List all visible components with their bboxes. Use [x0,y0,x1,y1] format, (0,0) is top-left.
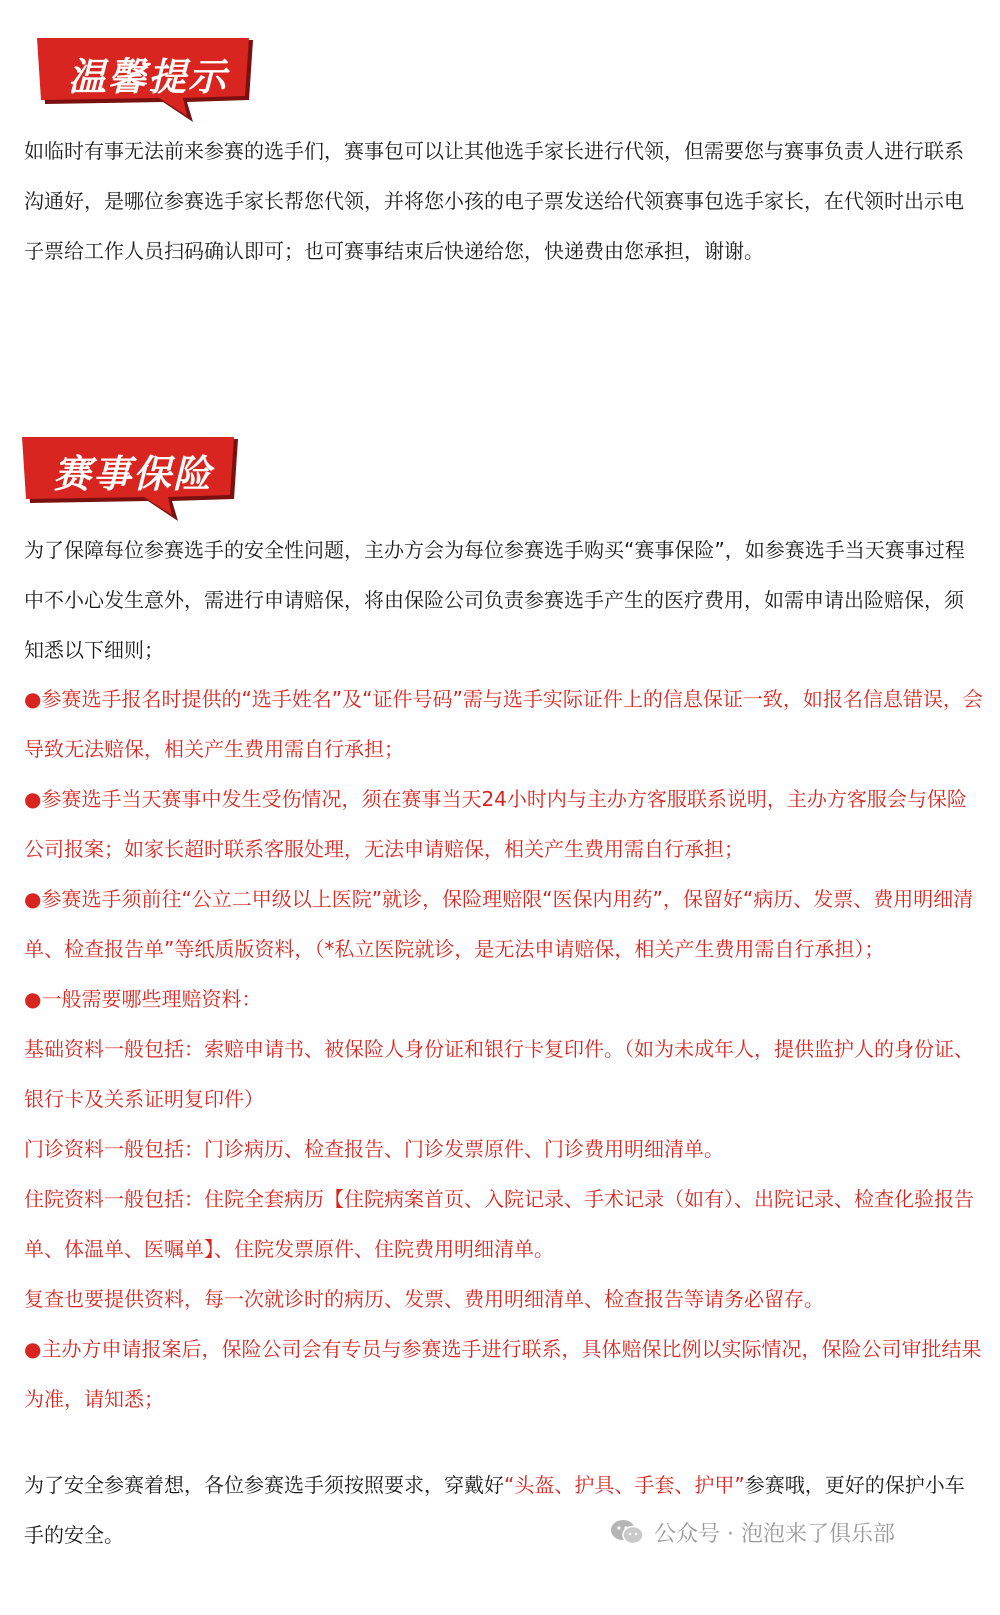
badge-tips [37,38,259,124]
rule-item: ●一般需要哪些理赔资料： [24,987,262,1011]
rule-item: 住院资料一般包括：住院全套病历【住院病案首页、入院记录、手术记录（如有）、出院记录、检查化验报告单、体温单、医嘱单】、住院发票原件、住院费用明细清单。 [24,1187,974,1261]
badge-insurance-label: 赛事保险 [52,452,213,496]
insurance-intro: 为了保障每位参赛选手的安全性问题，主办方会为每位参赛选手购买“赛事保险”，如参赛选手当天赛事过程中不小心发生意外，需进行申请赔保，将由保险公司负责参赛选手产生的医疗费用，如需申请出险赔保，须知悉以下细则； [24,538,965,662]
wechat-icon [610,1518,644,1546]
rule-item: ●主办方申请报案后，保险公司会有专员与参赛选手进行联系，具体赔保比例以实际情况，保险公司审批结果为准，请知悉； [24,1337,982,1411]
insurance-rules [24,674,984,1424]
closing-text-before: 为了安全参赛着想，各位参赛选手须按照要求，穿戴好 [24,1473,504,1497]
rule-item: ●参赛选手须前往“公立二甲级以上医院”就诊，保险理赔限“医保内用药”，保留好“病历、发票、费用明细清单、检查报告单”等纸质版资料，（*私立医院就诊，是无法申请赔保，相关产生费用需自行承担）； [24,887,974,961]
rule-item: 复查也要提供资料，每一次就诊时的病历、发票、费用明细清单、检查报告等请务必留存。 [24,1287,824,1311]
rule-item: 基础资料一般包括：索赔申请书、被保险人身份证和银行卡复印件。（如为未成年人，提供监护人的身份证、银行卡及关系证明复印件） [24,1037,974,1111]
rule-item: 门诊资料一般包括：门诊病历、检查报告、门诊发票原件、门诊费用明细清单。 [24,1137,724,1161]
watermark [610,1512,895,1552]
rule-item: ●参赛选手当天赛事中发生受伤情况，须在赛事当天24小时内与主办方客服联系说明，主办方客服会与保险公司报案；如家长超时联系客服处理，无法申请赔保，相关产生费用需自行承担； [24,787,967,861]
closing-gear-highlight: “头盔、护具、手套、护甲” [504,1473,745,1497]
badge-insurance [22,437,244,523]
badge-tips-label: 温馨提示 [67,55,228,99]
closing-text-after: 参赛哦，更好的保护小车手的安全。 [24,1473,965,1547]
watermark-text: 公众号 · 泡泡来了俱乐部 [654,1521,895,1547]
tips-paragraph: 如临时有事无法前来参赛的选手们，赛事包可以让其他选手家长进行代领，但需要您与赛事负责人进行联系沟通好，是哪位参赛选手家长帮您代领，并将您小孩的电子票发送给代领赛事包选手家长，在代领时出示电子票给工作人员扫码确认即可；也可赛事结束后快递给您，快递费由您承担，谢谢。 [24,139,964,263]
rule-item: ●参赛选手报名时提供的“选手姓名”及“证件号码”需与选手实际证件上的信息保证一致，如报名信息错误，会导致无法赔保，相关产生费用需自行承担； [24,687,983,761]
